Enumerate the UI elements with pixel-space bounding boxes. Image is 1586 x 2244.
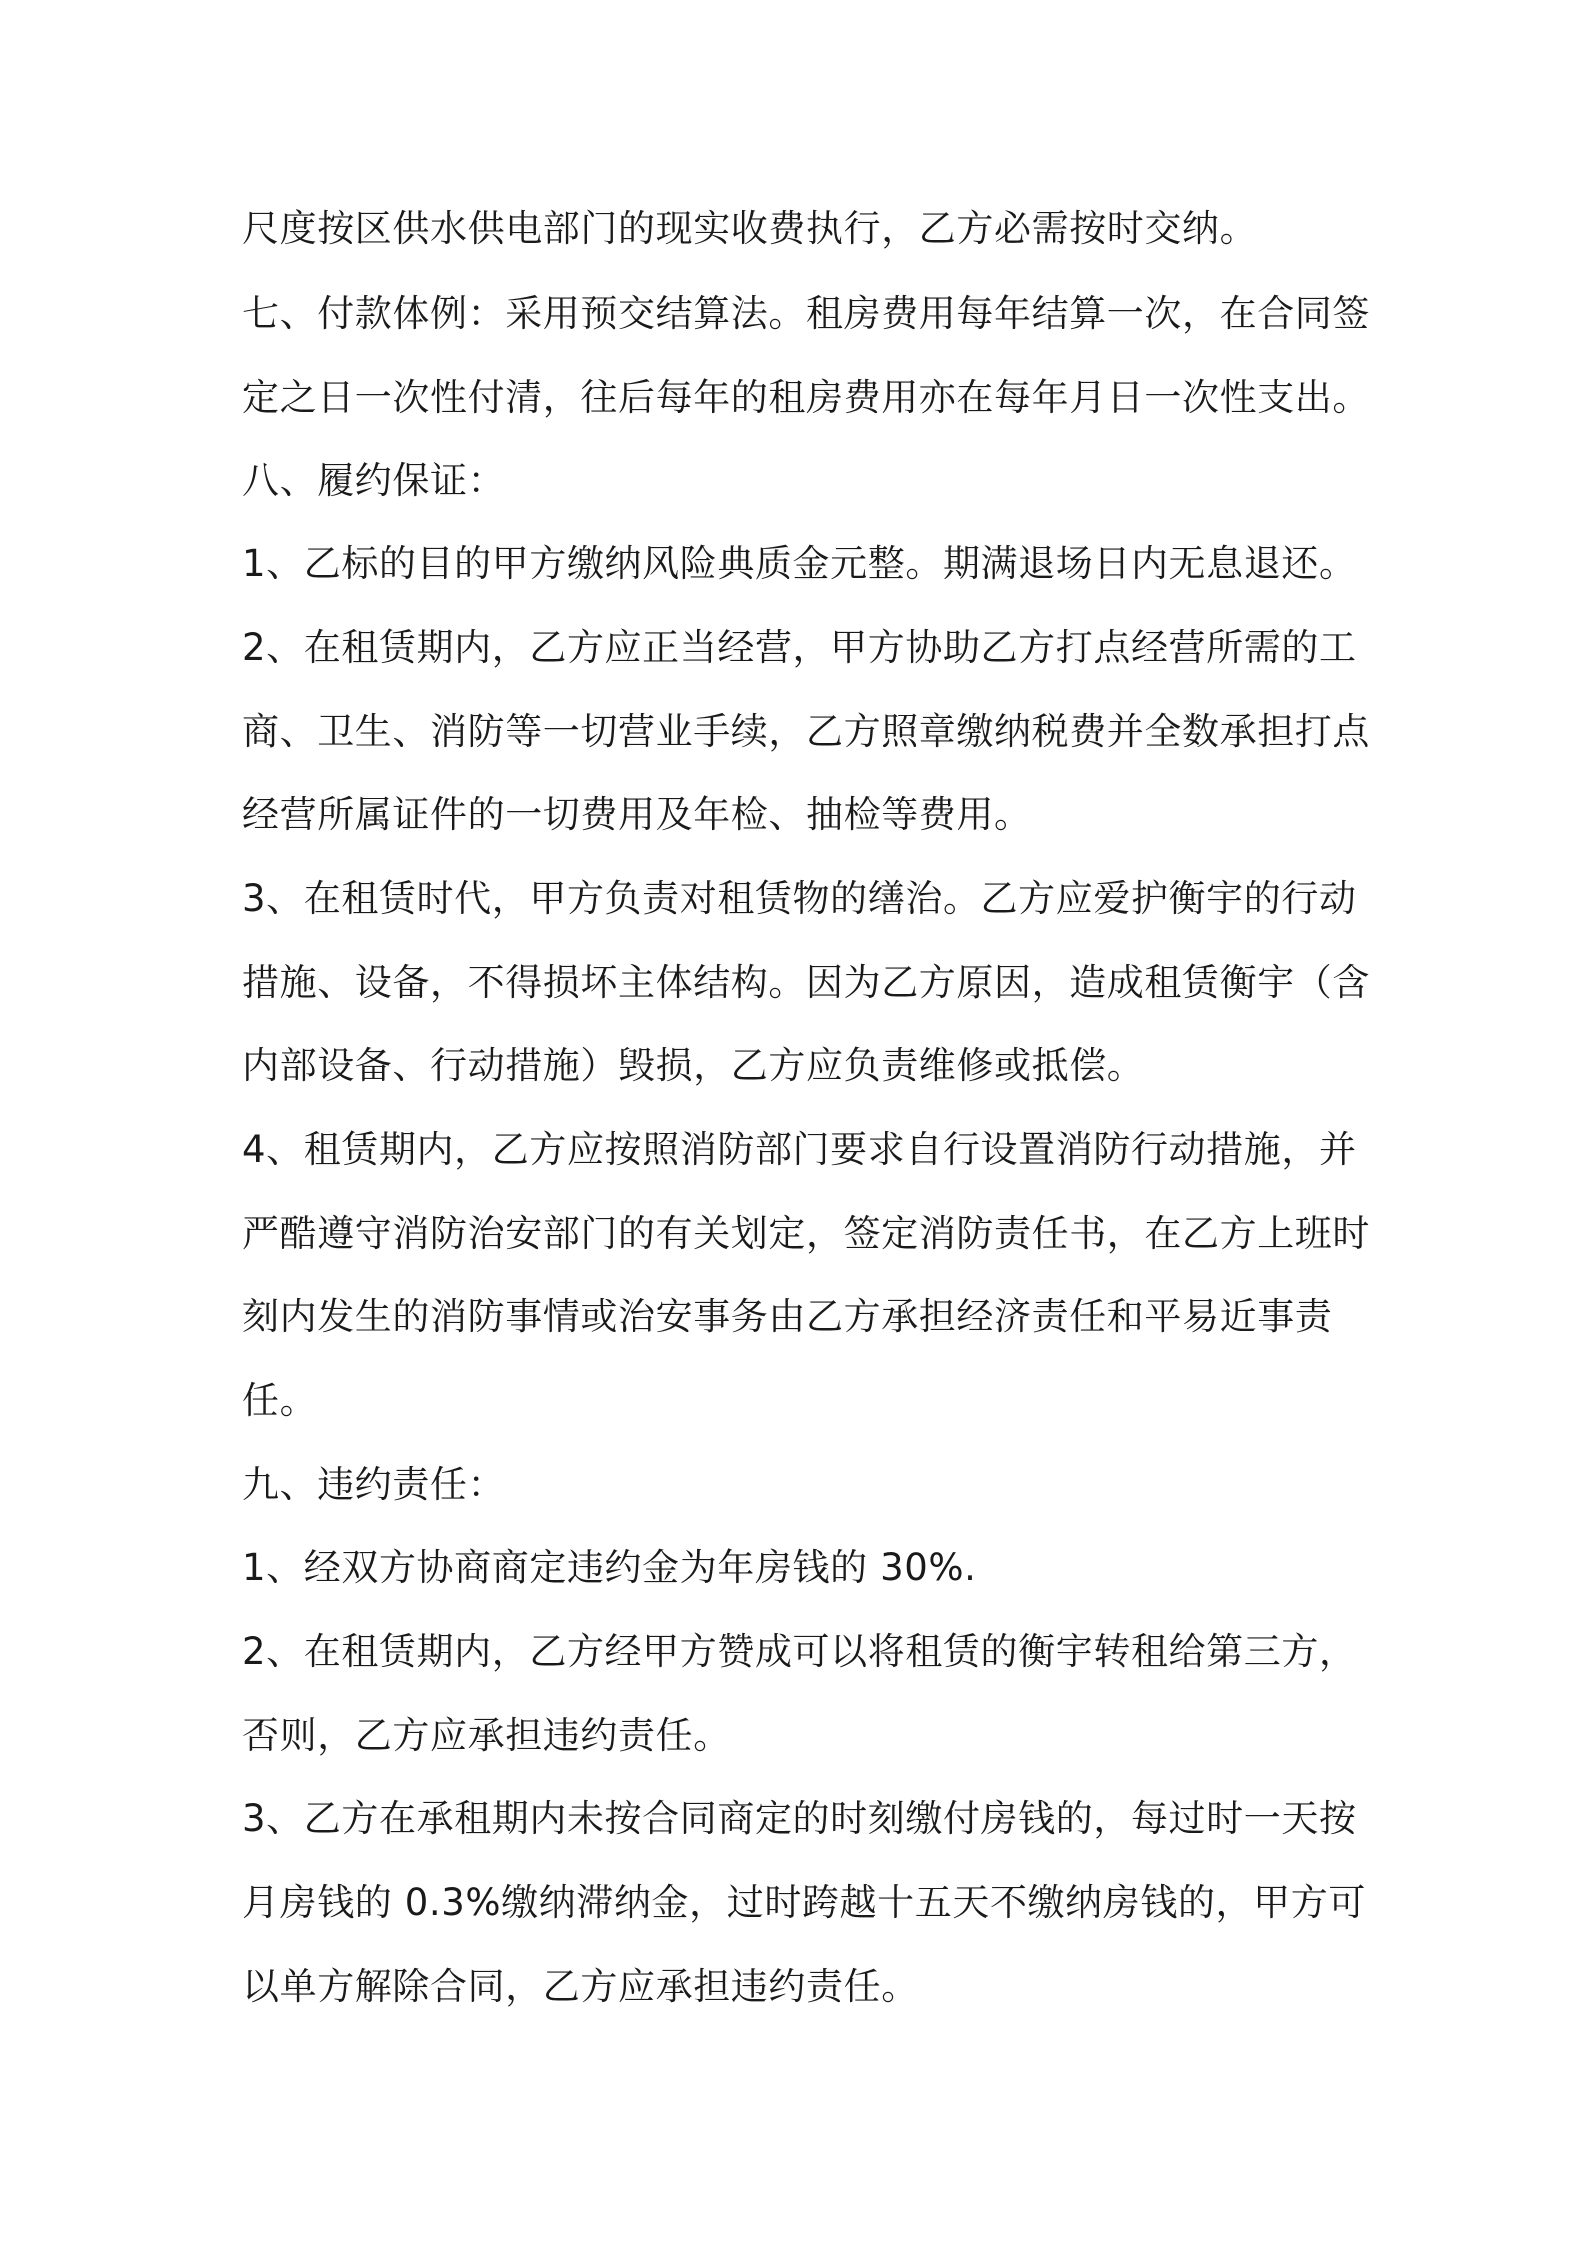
text-line: 严酷遵守消防治安部门的有关划定，签定消防责任书，在乙方上班时 bbox=[242, 1212, 1370, 1255]
text-line: 否则，乙方应承担违约责任。 bbox=[242, 1714, 731, 1757]
section-heading: 九、违约责任： bbox=[242, 1463, 506, 1506]
text-line: 3、乙方在承租期内未按合同商定的时刻缴付房钱的，每过时一天按 bbox=[242, 1797, 1357, 1840]
text-line: 七、付款体例：采用预交结算法。租房费用每年结算一次，在合同签 bbox=[242, 292, 1370, 335]
text-line: 4、租赁期内，乙方应按照消防部门要求自行设置消防行动措施，并 bbox=[242, 1128, 1357, 1171]
text-line: 2、在租赁期内，乙方经甲方赞成可以将租赁的衡宇转租给第三方， bbox=[242, 1630, 1357, 1673]
text-line: 措施、设备，不得损坏主体结构。因为乙方原因，造成租赁衡宇（含 bbox=[242, 961, 1370, 1004]
text-line: 3、在租赁时代，甲方负责对租赁物的缮治。乙方应爱护衡宇的行动 bbox=[242, 877, 1357, 920]
text-line: 商、卫生、消防等一切营业手续，乙方照章缴纳税费并全数承担打点 bbox=[242, 710, 1370, 753]
text-line: 月房钱的 0.3%缴纳滞纳金，过时跨越十五天不缴纳房钱的，甲方可 bbox=[242, 1881, 1366, 1924]
text-line: 1、乙标的目的甲方缴纳风险典质金元整。期满退场日内无息退还。 bbox=[242, 542, 1357, 585]
text-line: 尺度按区供水供电部门的现实收费执行，乙方必需按时交纳。 bbox=[242, 207, 1258, 250]
text-line: 内部设备、行动措施）毁损，乙方应负责维修或抵偿。 bbox=[242, 1044, 1145, 1087]
text-line: 任。 bbox=[242, 1379, 318, 1422]
text-line: 刻内发生的消防事情或治安事务由乙方承担经济责任和平易近事责 bbox=[242, 1295, 1333, 1338]
section-heading: 八、履约保证： bbox=[242, 459, 506, 502]
text-line: 定之日一次性付清，往后每年的租房费用亦在每年月日一次性支出。 bbox=[242, 376, 1370, 419]
text-line: 经营所属证件的一切费用及年检、抽检等费用。 bbox=[242, 793, 1032, 836]
text-line: 2、在租赁期内，乙方应正当经营，甲方协助乙方打点经营所需的工 bbox=[242, 626, 1357, 669]
text-line: 1、经双方协商商定违约金为年房钱的 30%. bbox=[242, 1546, 977, 1589]
text-line: 以单方解除合同，乙方应承担违约责任。 bbox=[242, 1965, 919, 2008]
